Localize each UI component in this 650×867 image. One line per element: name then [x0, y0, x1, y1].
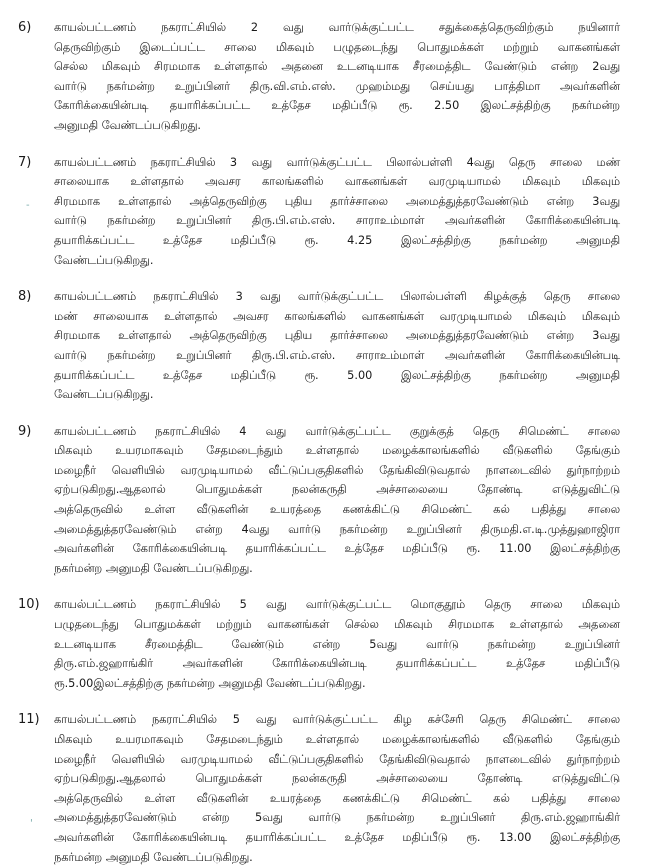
item-text: [54, 18, 620, 136]
text-line: அத்தெருவில் உள்ள வீடுகளின் உயரத்தை கணக்கிட்டு சிமெண்ட் கல் பதித்து சாலை: [54, 503, 620, 517]
text-line: தெருவிற்கும் இடைப்பட்ட சாலை மிகவும் பழுதடைந்து பொதுமக்கள் மற்றும் வாகனங்கள்: [54, 40, 620, 54]
text-line: மிகவும் உயரமாகவும் சேதமடைந்தும் உள்ளதால் மழைக்காலங்களில் வீடுகளில் தேங்கும்: [54, 733, 620, 746]
item-number: 7): [18, 154, 32, 170]
item-number: 6): [18, 20, 32, 35]
text-line: கோரிக்கையின்படி தயாரிக்கப்பட்ட உத்தேச மதிப்பீடு ரூ. 2.50 இலட்சத்திற்கு நகர்மன்ற: [54, 99, 620, 113]
resolution-item: [18, 422, 620, 579]
text-line: நகர்மன்ற அனுமதி வேண்டப்படுகிறது.: [54, 561, 253, 575]
item-text: [54, 422, 620, 579]
item-number: 10): [18, 597, 40, 613]
item-text: [54, 710, 620, 867]
text-line: வார்டு நகர்மன்ற உறுப்பினர் திரு.பி.எம்.எஸ். சாராஉம்மாள் அவர்களின் கோரிக்கையின்படி: [54, 348, 620, 362]
text-line: வார்டு நகர்மன்ற உறுப்பினர் திரு.வி.எம்.எஸ். முஹம்மது செய்யது பாத்திமா அவர்களின்: [54, 79, 620, 93]
item-text: [54, 595, 620, 693]
text-line: தயாரிக்கப்பட்ட உத்தேச மதிப்பீடு ரூ. 4.25 இலட்சத்திற்கு நகர்மன்ற அனுமதி: [54, 233, 620, 247]
text-line: மழைநீர் வெளியில் வரமுடியாமல் வீட்டுப்பகுதிகளில் தேங்கிவிடுவதால் நாளடைவில் துர்நாற்றம்: [54, 463, 620, 477]
text-line: பழுதடைந்து பொதுமக்கள் மற்றும் வாகனங்கள் செல்ல மிகவும் சிரமமாக உள்ளதால் அதனை: [54, 618, 620, 632]
resolution-list: [18, 18, 620, 867]
text-line: வார்டு நகர்மன்ற உறுப்பினர் திரு.பி.எம்.எஸ். சாராஉம்மாள் அவர்களின் கோரிக்கையின்படி: [54, 214, 620, 228]
text-line: அமைத்துத்தரவேண்டும் என்ற 4வது வார்டு நகர்மன்ற உறுப்பினர் திருமதி.எ.டி.முத்துஹாஜிரா: [54, 522, 620, 536]
text-line: சாலையாக உள்ளதால் அவசர காலங்களில் வாகனங்கள் வரமுடியாமல் மிகவும் மிகவும்: [54, 175, 620, 189]
text-line: மண் சாலையாக உள்ளதால் அவசர காலங்களில் வாகனங்கள் வரமுடியாமல் மிகவும் மிகவும்: [54, 309, 620, 323]
text-line: செல்ல மிகவும் சிரமமாக உள்ளதால் அதனை உடனடியாக சீரமைத்திட வேண்டும் என்ற 2வது: [54, 60, 620, 74]
text-line: காயல்பட்டணம் நகராட்சியில் 2 வது வார்டுக்குட்பட்ட சதுக்கைத்தெருவிற்கும் நயினார்: [54, 21, 620, 34]
text-line: காயல்பட்டணம் நகராட்சியில் 5 வது வார்டுக்குட்பட்ட கிழ கச்சேரி தெரு சிமெண்ட் சாலை: [54, 713, 620, 727]
text-line: காயல்பட்டணம் நகராட்சியில் 5 வது வார்டுக்குட்பட்ட மொகுதூம் தெரு சாலை மிகவும்: [54, 598, 620, 612]
text-line: தயாரிக்கப்பட்ட உத்தேச மதிப்பீடு ரூ. 5.00 இலட்சத்திற்கு நகர்மன்ற அனுமதி: [54, 368, 620, 382]
item-number: 8): [18, 289, 32, 305]
text-line: உடனடியாக சீரமைத்திட வேண்டும் என்ற 5வது வார்டு நகர்மன்ற உறுப்பினர்: [54, 637, 620, 651]
text-line: ஏற்படுகிறது.ஆதலால் பொதுமக்கள் நலன்கருதி அச்சாலையை தோண்டி எடுத்துவிட்டு: [54, 483, 620, 497]
item-text: [54, 287, 620, 405]
item-number: 9): [18, 423, 32, 439]
margin-mark: -: [26, 200, 30, 211]
text-line: சிரமமாக உள்ளதால் அத்தெருவிற்கு புதிய தார்ச்சாலை அமைத்துத்தரவேண்டும் என்ற 3வது: [54, 194, 620, 208]
item-text: [54, 153, 620, 271]
margin-mark: ': [30, 818, 33, 829]
text-line: ஏற்படுகிறது.ஆதலால் பொதுமக்கள் நலன்கருதி அச்சாலையை தோண்டி எடுத்துவிட்டு: [54, 772, 620, 786]
text-line: வேண்டப்படுகிறது.: [54, 253, 154, 267]
text-line: நகர்மன்ற அனுமதி வேண்டப்படுகிறது.: [54, 850, 253, 864]
text-line: சிரமமாக உள்ளதால் அத்தெருவிற்கு புதிய தார்ச்சாலை அமைத்துத்தரவேண்டும் என்ற 3வது: [54, 329, 620, 343]
text-line: வேண்டப்படுகிறது.: [54, 388, 154, 402]
text-line: ரூ.5.00இலட்சத்திற்கு நகர்மன்ற அனுமதி வேண்டப்படுகிறது.: [54, 676, 366, 690]
resolution-item: [18, 287, 620, 405]
text-line: மிகவும் உயரமாகவும் சேதமடைந்தும் உள்ளதால் மழைக்காலங்களில் வீடுகளில் தேங்கும்: [54, 444, 620, 458]
text-line: காயல்பட்டணம் நகராட்சியில் 3 வது வார்டுக்குட்பட்ட பிலால்பள்ளி 4வது தெரு சாலை மண்: [54, 155, 620, 169]
resolution-item: [18, 18, 620, 136]
text-line: மழைநீர் வெளியில் வரமுடியாமல் வீட்டுப்பகுதிகளில் தேங்கிவிடுவதால் நாளடைவில் துர்நாற்றம்: [54, 752, 620, 766]
text-line: அவர்களின் கோரிக்கையின்படி தயாரிக்கப்பட்ட உத்தேச மதிப்பீடு ரூ. 11.00 இலட்சத்திற்கு: [54, 542, 620, 556]
item-number: 11): [18, 712, 40, 728]
text-line: அவர்களின் கோரிக்கையின்படி தயாரிக்கப்பட்ட உத்தேச மதிப்பீடு ரூ. 13.00 இலட்சத்திற்கு: [54, 830, 620, 844]
text-line: அமைத்துத்தரவேண்டும் என்ற 5வது வார்டு நகர்மன்ற உறுப்பினர் திரு.எம்.ஜஹாங்கிர்: [54, 811, 620, 825]
text-line: அத்தெருவில் உள்ள வீடுகளின் உயரத்தை கணக்கிட்டு சிமெண்ட் கல் பதித்து சாலை: [54, 791, 620, 805]
text-line: காயல்பட்டணம் நகராட்சியில் 4 வது வார்டுக்குட்பட்ட குறுக்குத் தெரு சிமெண்ட் சாலை: [54, 424, 620, 438]
text-line: காயல்பட்டணம் நகராட்சியில் 3 வது வார்டுக்குட்பட்ட பிலால்பள்ளி கிழக்குத் தெரு சாலை: [54, 290, 620, 304]
resolution-item: [18, 710, 620, 867]
resolution-item: [18, 153, 620, 271]
text-line: திரு.எம்.ஜஹாங்கிர் அவர்களின் கோரிக்கையின்படி தயாரிக்கப்பட்ட உத்தேச மதிப்பீடு: [54, 657, 620, 671]
text-line: அனுமதி வேண்டப்படுகிறது.: [54, 118, 202, 132]
resolution-item: [18, 595, 620, 693]
